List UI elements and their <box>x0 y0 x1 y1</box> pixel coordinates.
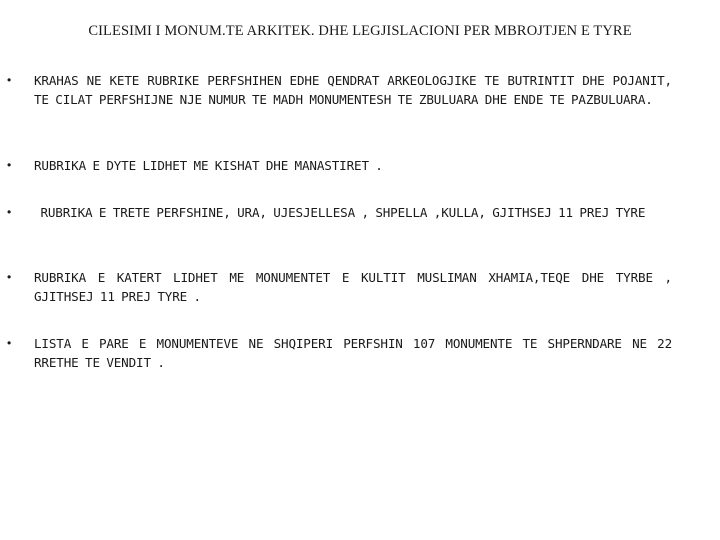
bullet-text: RUBRIKA E TRETE PERFSHINE, URA, UJESJELLESA , SHPELLA ,KULLA, GJITHSEJ 11 PREJ TYRE <box>34 205 646 220</box>
slide-title: CILESIMI I MONUM.TE ARKITEK. DHE LEGJISLACIONI PER MBROJTJEN E TYRE <box>88 23 632 39</box>
bullet-dot-icon: • <box>7 73 12 87</box>
bullet-text: KRAHAS NE KETE RUBRIKE PERFSHIHEN EDHE QENDRAT ARKEOLOGJIKE TE BUTRINTIT DHE POJANIT, TE CILAT PERFSHIJNE NJE NUMUR TE MADH MONUMENTESH TE ZBULUARA DHE ENDE TE PAZBULUARA. <box>34 73 672 107</box>
bullet-dot-icon: • <box>7 158 12 172</box>
bullet-text: RUBRIKA E KATERT LIDHET ME MONUMENTET E KULTIT MUSLIMAN XHAMIA,TEQE DHE TYRBE , GJITHSEJ 11 PREJ TYRE . <box>34 270 672 304</box>
bullet-text: RUBRIKA E DYTE LIDHET ME KISHAT DHE MANASTIRET . <box>34 158 383 173</box>
bullet-dot-icon: • <box>7 270 12 284</box>
bullet-text: LISTA E PARE E MONUMENTEVE NE SHQIPERI PERFSHIN 107 MONUMENTE TE SHPERNDARE NE 22 RRETHE TE VENDIT . <box>34 336 672 370</box>
bullet-dot-icon: • <box>7 336 12 350</box>
bullet-dot-icon: • <box>7 205 12 219</box>
